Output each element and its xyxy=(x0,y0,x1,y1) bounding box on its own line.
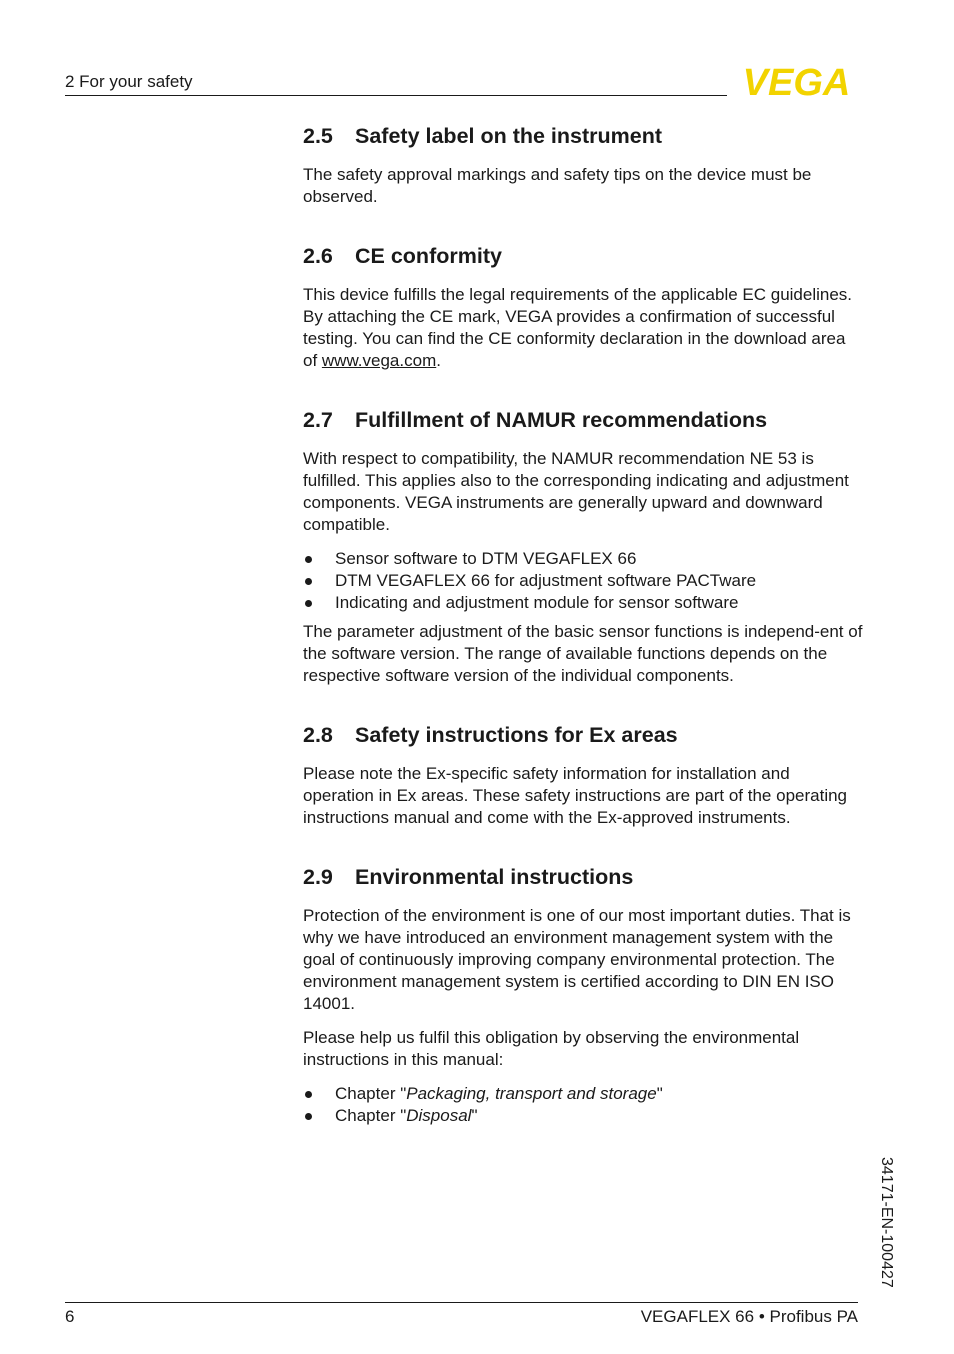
section-2-8 xyxy=(303,721,863,829)
paragraph: Please note the Ex-specific safety information for installation and operation in Ex areas. These safety instructions are part of the operating instructions manual and come with the Ex-approved instruments. xyxy=(303,764,847,827)
page-number: 6 xyxy=(65,1307,75,1326)
vega-website-link[interactable]: www.vega.com xyxy=(321,351,437,370)
section-2-7 xyxy=(303,406,863,687)
section-2-9 xyxy=(303,863,863,1127)
paragraph: The parameter adjustment of the basic sensor functions is independ-ent of the software version. The range of available functions depends on the respective software version of the individual components. xyxy=(303,622,863,685)
list-item: Sensor software to DTM VEGAFLEX 66 xyxy=(303,548,863,570)
header-rule xyxy=(65,95,727,96)
vega-logo xyxy=(735,66,858,97)
paragraph: Please help us fulfil this obligation by observing the environmental instructions in this manual: xyxy=(303,1028,800,1069)
document-code: 34171-EN-100427 xyxy=(878,1157,895,1288)
section-heading: 2.7 Fulfillment of NAMUR recommendations xyxy=(303,408,768,432)
running-head: 2 For your safety xyxy=(65,72,193,91)
list-item: Chapter "Disposal" xyxy=(303,1105,863,1127)
section-heading: 2.5 Safety label on the instrument xyxy=(303,124,663,148)
section-heading: 2.9 Environmental instructions xyxy=(303,865,634,889)
footer-doc-title: VEGAFLEX 66 • Profibus PA xyxy=(640,1307,858,1326)
main-content xyxy=(303,122,863,1161)
paragraph: This device fulfills the legal requirements of the applicable EC guidelines. By attaching the CE mark, VEGA provides a confirmation of successful testing. You can find the CE conformity declaration in the download area of www.vega.com. xyxy=(303,285,853,370)
section-2-5 xyxy=(303,122,863,208)
paragraph: The safety approval markings and safety tips on the device must be observed. xyxy=(303,165,812,206)
section-2-6 xyxy=(303,242,863,372)
paragraph: Protection of the environment is one of our most important duties. That is why we have introduced an environment management system with the goal of continuously improving company environmental protection. The environment management system is certified according to DIN EN ISO 14001. xyxy=(303,906,851,1013)
list-item: Chapter "Packaging, transport and storage" xyxy=(303,1083,863,1105)
list-item: DTM VEGAFLEX 66 for adjustment software PACTware xyxy=(303,570,863,592)
section-heading: 2.6 CE conformity xyxy=(303,244,502,268)
bullet-list xyxy=(303,548,863,614)
footer-rule xyxy=(65,1302,858,1303)
bullet-list xyxy=(303,1083,863,1127)
list-item: Indicating and adjustment module for sensor software xyxy=(303,592,863,614)
paragraph: With respect to compatibility, the NAMUR recommendation NE 53 is fulfilled. This applies also to the corresponding indicating and adjustment components. VEGA instruments are generally upward and downward compatible. xyxy=(303,449,849,534)
section-heading: 2.8 Safety instructions for Ex areas xyxy=(303,723,678,747)
svg-text:VEGA: VEGA xyxy=(742,66,851,97)
